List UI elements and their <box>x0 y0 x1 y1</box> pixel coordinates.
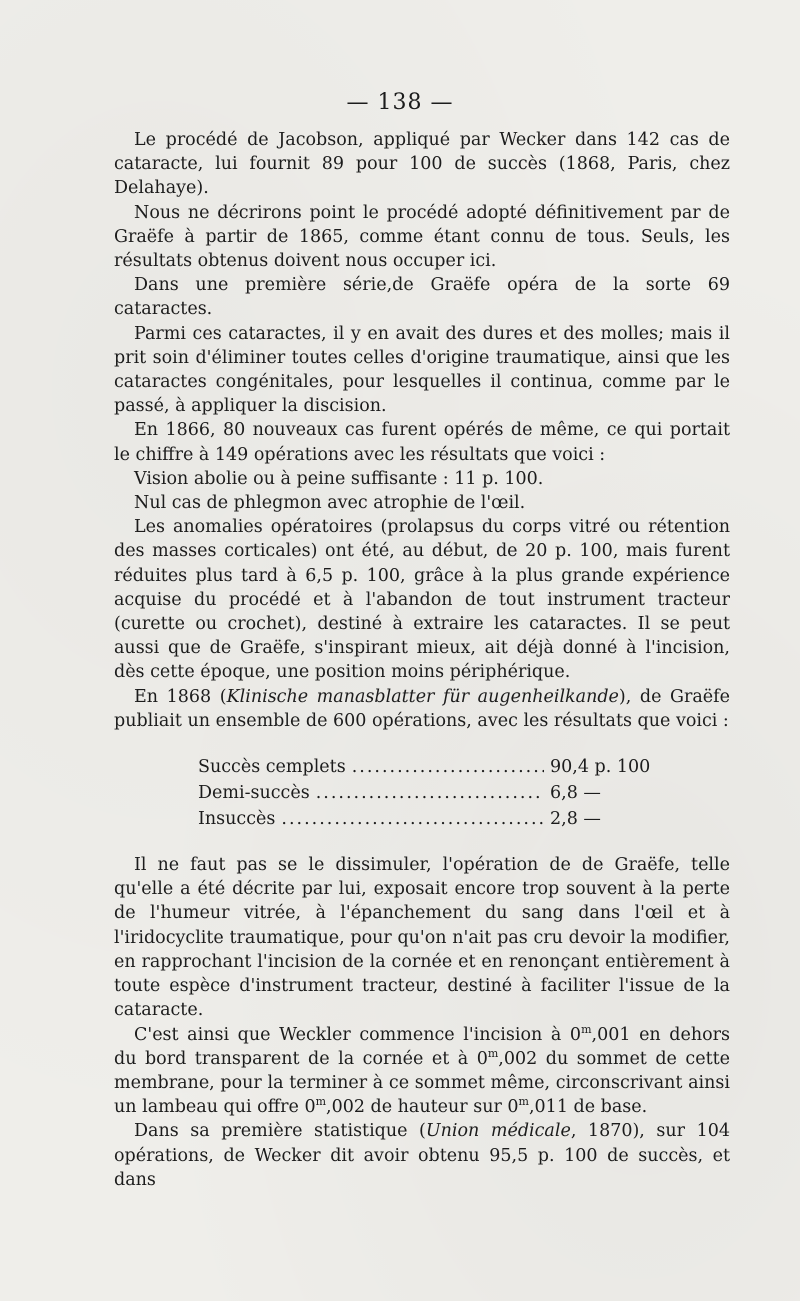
unit-superscript: m <box>315 1095 327 1109</box>
paragraph-statistique <box>114 1119 730 1192</box>
paragraph-weckler <box>114 1023 730 1120</box>
leader-dots <box>281 807 544 831</box>
paragraph-phlegmon: Nul cas de phlegmon avec atrophie de l'œil. <box>134 493 526 514</box>
results-table <box>198 755 651 833</box>
paragraph-1868-prefix: En 1868 ( <box>134 686 227 707</box>
weckler-text: ,001 en dehors du bord transparent de la cornée et à 0 <box>114 1024 731 1069</box>
results-row <box>198 755 651 781</box>
paragraph-1866: En 1866, 80 nouveaux cas furent opérés de même, ce qui portait le chiffre à 149 opérations avec les résultats que voici : <box>114 420 730 465</box>
paragraph-vision-abolie: Vision abolie ou à peine suffisante : 11 p. 100. <box>134 468 544 489</box>
results-label: Demi-succès <box>198 783 310 804</box>
weckler-text: C'est ainsi que Weckler commence l'incision à 0 <box>134 1024 582 1045</box>
results-value: 2,8 — <box>550 809 601 830</box>
paragraph-1868-suffix: ), de Graëfe publiait un ensemble de 600 opérations, avec les résultats que voici : <box>114 686 730 731</box>
statistique-prefix: Dans sa première statistique ( <box>134 1121 426 1142</box>
body-text <box>114 128 730 1192</box>
paragraph-cataract-types: Parmi ces cataractes, il y en avait des dures et des molles; mais il prit soin d'éliminer toutes celles d'origine traumatique, ainsi que les cataractes congénitales, pour lesquelles il continua, comme par le passé, à appliquer la discision. <box>114 323 730 417</box>
paragraph-1868 <box>114 685 730 733</box>
paragraph-jacobson: Le procédé de Jacobson, appliqué par Wecker dans 142 cas de cataracte, lui fournit 89 pour 100 de succès (1868, Paris, chez Delahaye). <box>114 130 730 199</box>
paragraph-dissimuler: Il ne faut pas se le dissimuler, l'opération de de Graëfe, telle qu'elle a été décrite par lui, exposait encore trop souvent à la perte de l'humeur vitrée, à l'épanchement du sang dans l'œil et à l'iridocyclite traumatique, pour qu'on n'ait pas cru devoir la modifier, en rapprochant l'incision de la cornée et en renonçant entièrement à toute espèce d'instrument tracteur, destiné à faciliter l'issue de la cataracte. <box>114 855 730 1021</box>
results-label: Succès cemplets <box>198 757 346 778</box>
journal-title: Union médicale <box>425 1121 571 1142</box>
paragraph-anomalies: Les anomalies opératoires (prolapsus du corps vitré ou rétention des masses corticales) ont été, au début, de 20 p. 100, mais furent réduites plus tard à 6,5 p. 100, grâce à la plus grande expérience acquise du procédé et à l'abandon de tout instrument tracteur (curette ou crochet), destiné à extraire les cataractes. Il se peut aussi que de Graëfe, s'inspirant mieux, ait déjà donné à l'incision, dès cette époque, une position moins périphérique. <box>114 517 730 683</box>
unit-superscript: m <box>487 1046 499 1060</box>
leader-dots <box>352 755 544 779</box>
weckler-text: ,011 de base. <box>528 1097 648 1118</box>
results-row <box>198 781 648 807</box>
paragraph-first-series: Dans une première série,de Graëfe opéra de la sorte 69 cataractes. <box>114 275 730 320</box>
statistique-suffix: , 1870), sur 104 opérations, de Wecker dit avoir obtenu 95,5 p. 100 de succès, et dans <box>114 1121 730 1190</box>
results-value: 90,4 p. 100 <box>550 757 651 778</box>
results-label: Insuccès <box>198 809 276 830</box>
weckler-text: ,002 du sommet de cette membrane, pour la terminer à ce sommet même, circonscrivant ainsi un lambeau qui offre 0 <box>114 1048 730 1118</box>
unit-superscript: m <box>518 1095 529 1109</box>
results-row <box>198 807 648 833</box>
weckler-text: ,002 de hauteur sur 0 <box>326 1097 519 1118</box>
results-value: 6,8 — <box>550 783 601 804</box>
journal-title: Klinische manasblatter für augenheilkande <box>226 686 619 707</box>
page-number: — 138 — <box>346 90 454 115</box>
unit-superscript: m <box>581 1022 592 1036</box>
paragraph-graefe-procedure: Nous ne décrirons point le procédé adopté définitivement par de Graëfe à partir de 1865, comme étant connu de tous. Seuls, les résultats obtenus doivent nous occuper ici. <box>114 202 730 272</box>
leader-dots <box>316 781 544 805</box>
